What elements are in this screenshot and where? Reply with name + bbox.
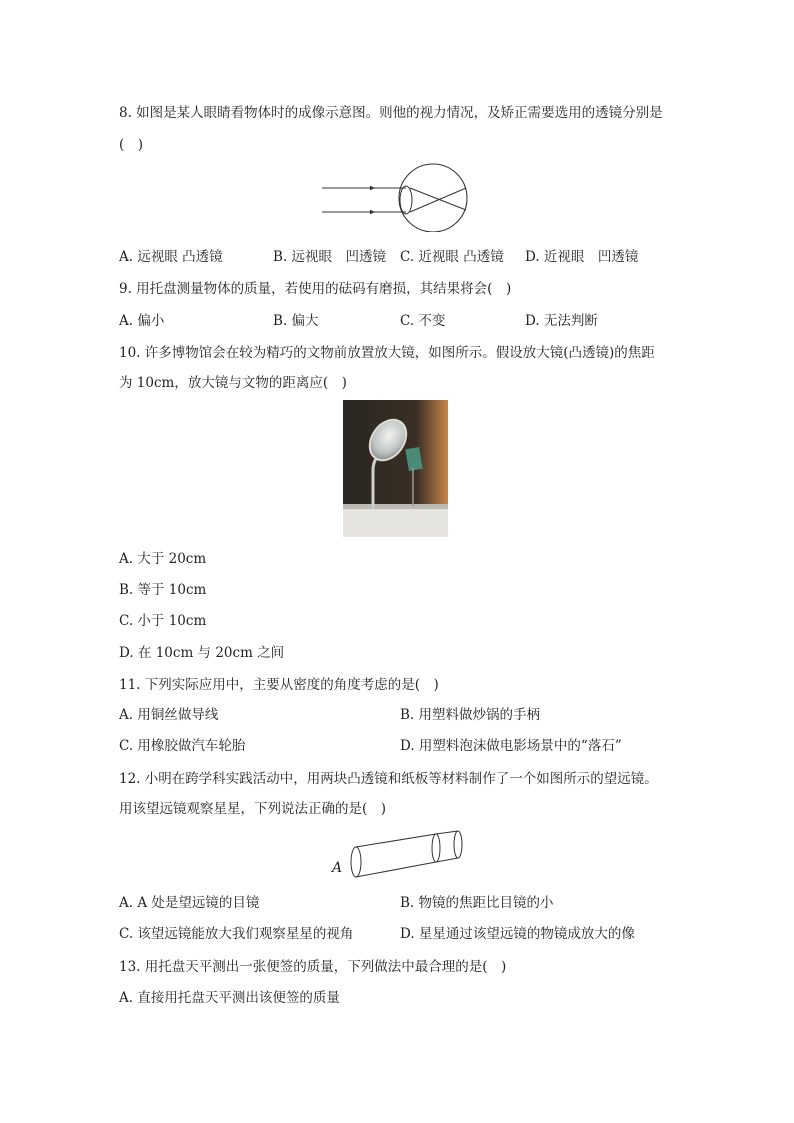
q13-stem: 13. 用托盘天平测出一张便签的质量，下列做法中最合理的是( ) (119, 959, 507, 975)
q12-option-d: D. 星星通过该望远镜的物镜成放大的像 (400, 926, 635, 942)
q12-stem-line1: 12. 小明在跨学科实践活动中，用两块凸透镜和纸板等材料制作了一个如图所示的望远镜。 (119, 771, 658, 787)
q10-option-c: C. 小于 10cm (119, 613, 207, 629)
q10-option-b: B. 等于 10cm (119, 582, 207, 598)
eye-lens (400, 186, 412, 214)
eyeball (399, 164, 467, 232)
q8-option-b: B. 远视眼 凹透镜 (273, 249, 387, 265)
q9-stem: 9. 用托盘测量物体的质量，若使用的砝码有磨损，其结果将会( ) (119, 281, 512, 297)
q8-stem-line2: ( ) (119, 137, 144, 153)
q10-stem-line1: 10. 许多博物馆会在较为精巧的文物前放置放大镜，如图所示。假设放大镜(凸透镜)的焦距 (119, 345, 655, 361)
q9-option-a: A. 偏小 (119, 313, 165, 329)
q11-option-b: B. 用塑料做炒锅的手柄 (400, 707, 541, 723)
q12-option-a: A. A 处是望远镜的目镜 (119, 895, 260, 911)
magnifier-photo (343, 400, 448, 537)
telescope-label-a: A (332, 860, 343, 876)
telescope-figure (328, 824, 468, 882)
q12-stem-line2: 用该望远镜观察星星，下列说法正确的是( ) (119, 801, 387, 817)
q9-option-c: C. 不变 (400, 313, 446, 329)
q11-option-a: A. 用铜丝做导线 (119, 707, 219, 723)
q12-option-c: C. 该望远镜能放大我们观察星星的视角 (119, 926, 354, 942)
q8-option-c: C. 近视眼 凸透镜 (400, 249, 504, 265)
q11-option-d: D. 用塑料泡沫做电影场景中的“落石” (400, 738, 622, 754)
q10-option-d: D. 在 10cm 与 20cm 之间 (119, 645, 285, 661)
q10-option-a: A. 大于 20cm (119, 551, 207, 567)
q12-option-b: B. 物镜的焦距比目镜的小 (400, 895, 554, 911)
q11-stem: 11. 下列实际应用中，主要从密度的角度考虑的是( ) (119, 677, 439, 693)
q13-option-a: A. 直接用托盘天平测出该便签的质量 (119, 990, 340, 1006)
eye-diagram-figure (318, 160, 478, 232)
q8-option-a: A. 远视眼 凸透镜 (119, 249, 223, 265)
q9-option-b: B. 偏大 (273, 313, 319, 329)
q9-option-d: D. 无法判断 (525, 313, 598, 329)
q8-stem-line1: 8. 如图是某人眼睛看物体时的成像示意图。则他的视力情况，及矫正需要选用的透镜分别是 (119, 105, 663, 121)
q11-option-c: C. 用橡胶做汽车轮胎 (119, 738, 246, 754)
q10-stem-line2: 为 10cm，放大镜与文物的距离应( ) (119, 375, 347, 391)
q8-option-d: D. 近视眼 凹透镜 (525, 249, 639, 265)
